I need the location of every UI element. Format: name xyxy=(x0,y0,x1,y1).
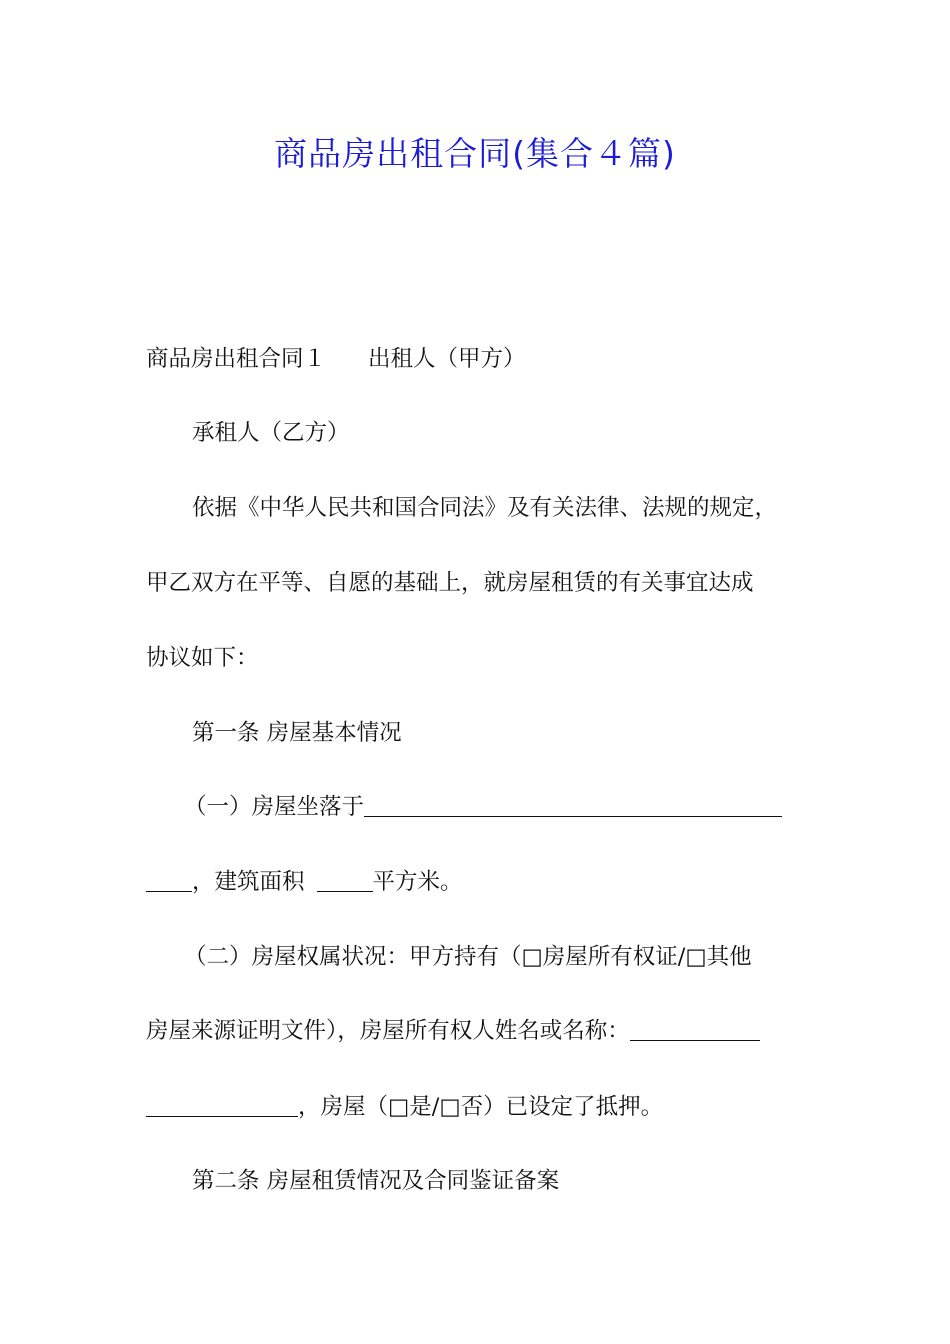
address-blank-field[interactable] xyxy=(364,794,782,817)
area-blank-field[interactable] xyxy=(317,869,373,892)
preamble-line-2: 甲乙双方在平等、自愿的基础上，就房屋租赁的有关事宜达成 xyxy=(146,570,754,596)
article-2-heading: 第二条 房屋租赁情况及合同鉴证备案 xyxy=(192,1168,560,1194)
clause-1-1-label: （一）房屋坐落于 xyxy=(184,794,365,820)
clause-1-2-line-3 xyxy=(146,1090,816,1124)
clause-1-2-line-2 xyxy=(146,1014,816,1048)
owner-blank-field-cont[interactable] xyxy=(146,1094,298,1117)
mortgage-text: ，房屋（□是/□否）已设定了抵押。 xyxy=(298,1094,664,1120)
address-blank-field-cont[interactable] xyxy=(146,869,192,892)
contract-heading: 商品房出租合同１ xyxy=(146,346,327,372)
clause-1-1-line-2 xyxy=(146,865,816,899)
intro-line xyxy=(146,342,816,376)
area-unit: 平方米。 xyxy=(372,869,463,895)
preamble-line-3: 协议如下： xyxy=(146,645,259,671)
article-1-heading: 第一条 房屋基本情况 xyxy=(192,720,402,746)
owner-blank-field[interactable] xyxy=(630,1018,760,1041)
clause-1-1-line-1 xyxy=(184,790,816,824)
lessor-label: 出租人（甲方） xyxy=(368,346,526,372)
owner-label: 房屋来源证明文件），房屋所有权人姓名或名称： xyxy=(146,1018,630,1044)
lessee-label: 承租人（乙方） xyxy=(192,420,350,446)
document-title: 商品房出租合同(集合４篇) xyxy=(274,134,676,173)
area-label: ，建筑面积 xyxy=(192,869,305,895)
clause-1-2-line-1: （二）房屋权属状况：甲方持有（□房屋所有权证/□其他 xyxy=(184,944,752,970)
preamble-line-1: 依据《中华人民共和国合同法》及有关法律、法规的规定， xyxy=(192,495,778,521)
